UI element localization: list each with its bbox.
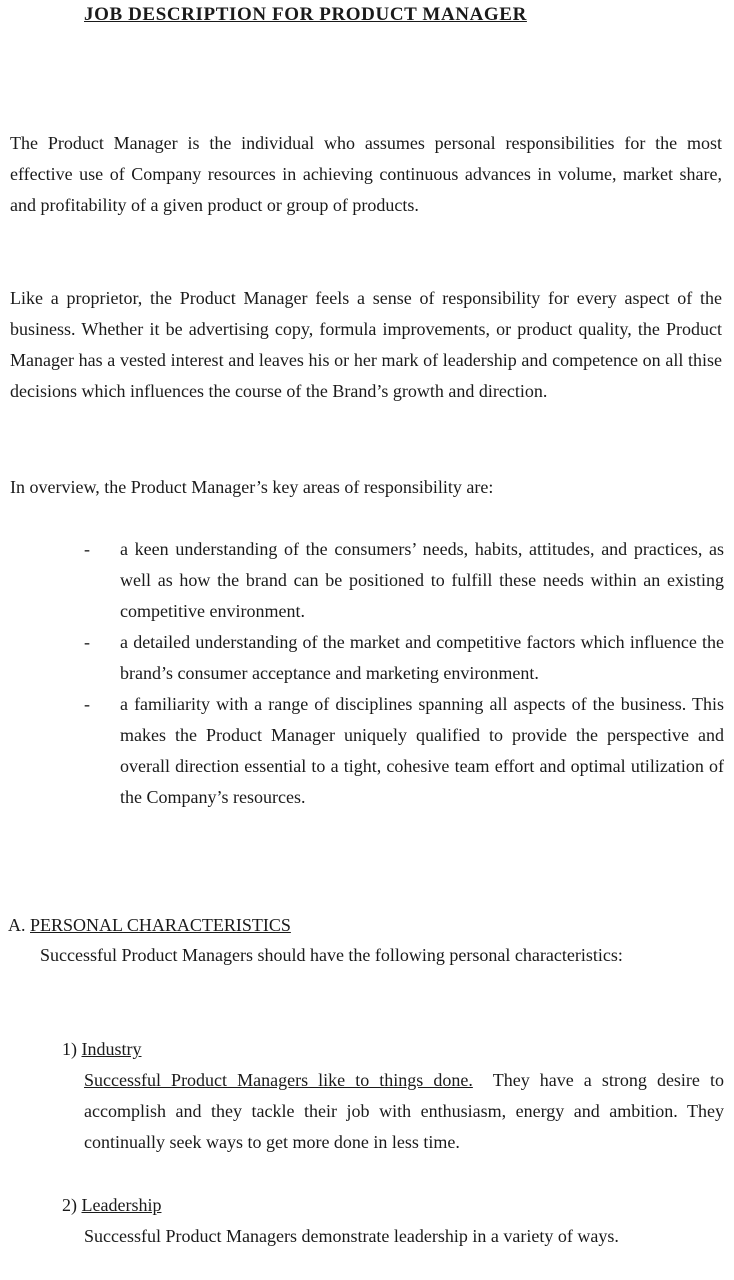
list-item-text: a keen understanding of the consumers’ needs, habits, attitudes, and practices, as well as how the brand can be positioned to fulfill these needs within an existing competitive environment. bbox=[120, 539, 724, 621]
list-item bbox=[84, 534, 724, 627]
list-item-text: a detailed understanding of the market and competitive factors which influence the brand’s consumer acceptance and marketing environment. bbox=[120, 632, 724, 683]
intro-paragraph: The Product Manager is the individual who assumes personal responsibilities for the most effective use of Company resources in achieving continuous advances in volume, market share, and profitability of a given product or group of products. bbox=[10, 133, 722, 215]
bullet-dash: - bbox=[84, 632, 90, 652]
item-title: Industry bbox=[81, 1039, 142, 1059]
document-title: JOB DESCRIPTION FOR PRODUCT MANAGER bbox=[84, 4, 527, 25]
overview-paragraph: In overview, the Product Manager’s key areas of responsibility are: bbox=[10, 477, 494, 497]
list-item bbox=[84, 627, 724, 689]
item-text: They have a strong desire to accomplish and they tackle their job with enthusiasm, energy and ambition. They continually seek ways to get more done in less time. bbox=[84, 1070, 724, 1152]
proprietor-paragraph: Like a proprietor, the Product Manager feels a sense of responsibility for every aspect of the business. Whether it be advertising copy, formula improvements, or product quality, the Product Manager has a vested interest and leaves his or her mark of leadership and competence on all thise decisions which influences the course of the Brand’s growth and direction. bbox=[10, 288, 722, 401]
item-body-industry bbox=[84, 1065, 724, 1158]
list-item-text: a familiarity with a range of disciplines spanning all aspects of the business. This makes the Product Manager uniquely qualified to provide the perspective and overall direction essential to a tight, cohesive team effort and optimal utilization of the Company’s resources. bbox=[120, 694, 724, 807]
bullet-dash: - bbox=[84, 694, 90, 714]
item-heading-leadership bbox=[62, 1190, 161, 1221]
section-intro: Successful Product Managers should have the following personal characteristics: bbox=[40, 945, 623, 965]
item-number: 1) bbox=[62, 1039, 77, 1059]
section-title: PERSONAL CHARACTERISTICS bbox=[30, 915, 291, 935]
item-lead-sentence: Successful Product Managers like to things done. bbox=[84, 1070, 473, 1090]
item-body-leadership: Successful Product Managers demonstrate leadership in a variety of ways. bbox=[84, 1226, 619, 1246]
section-a-heading bbox=[8, 910, 291, 941]
responsibility-list bbox=[84, 534, 724, 813]
section-letter: A. bbox=[8, 915, 26, 935]
item-heading-industry bbox=[62, 1034, 142, 1065]
item-number: 2) bbox=[62, 1195, 77, 1215]
item-title: Leadership bbox=[81, 1195, 162, 1215]
list-item bbox=[84, 689, 724, 813]
bullet-dash: - bbox=[84, 539, 90, 559]
